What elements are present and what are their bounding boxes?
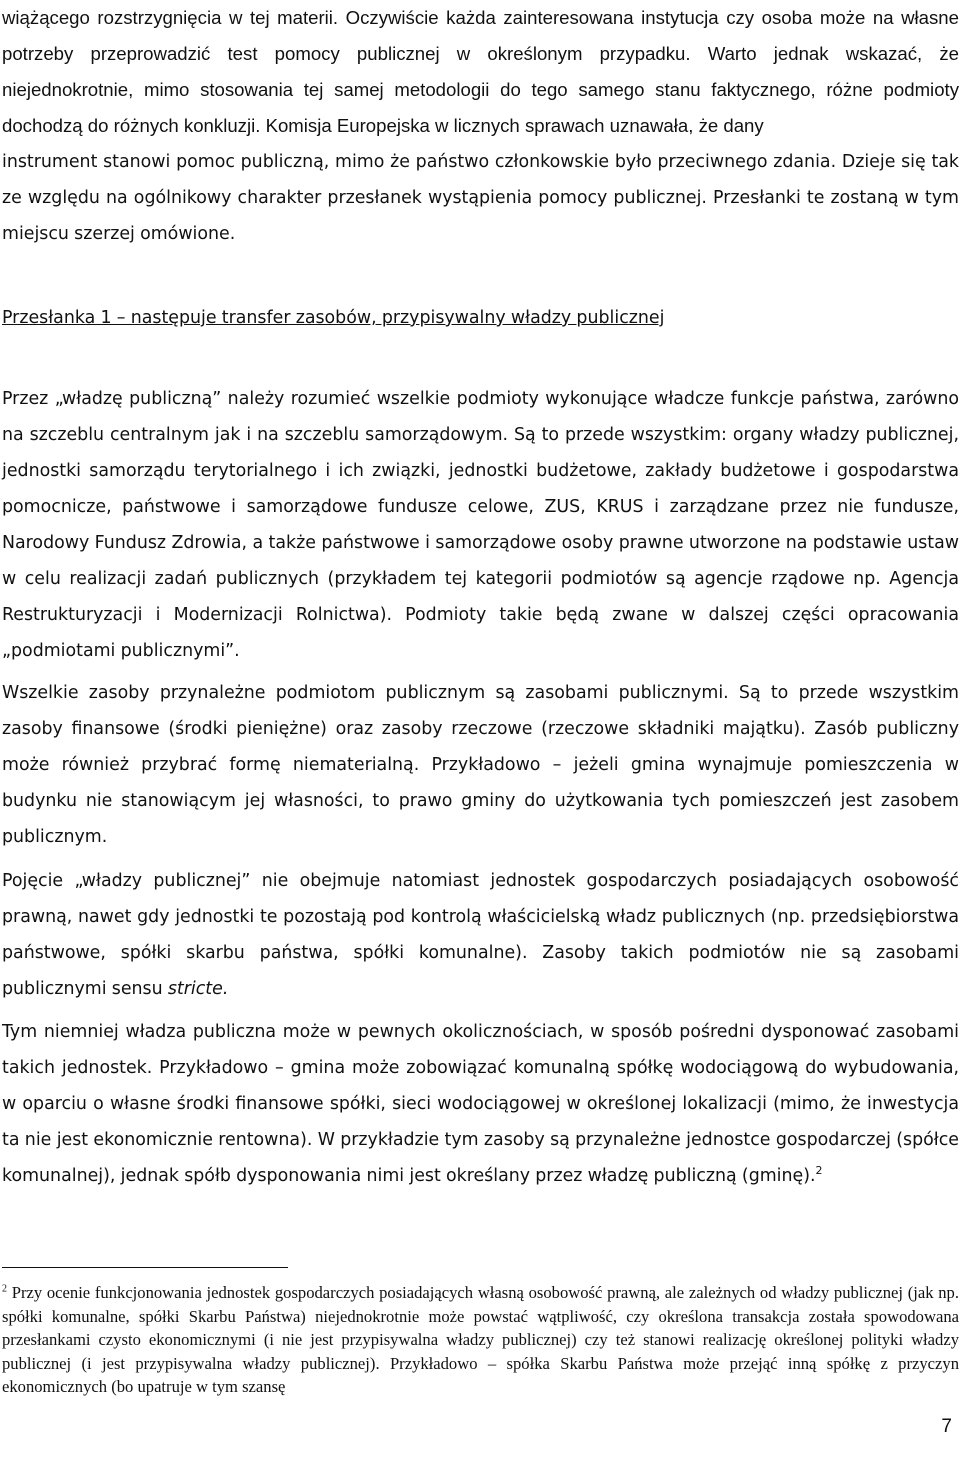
paragraph-public-authority: Przez „władzę publiczną” należy rozumieć wszelkie podmioty wykonujące władcze funkcje państwa, zarówno na szczeblu centralnym jak i na szczeblu samorządowym. Są to przede wszystkim: organy władzy publicznej, jednostki samorządu terytorialnego i ich związki, jednostki budżetowe, zakłady budżetowe i gospodarstwa pomocnicze, państwowe i samorządowe fundusze celowe, ZUS, KRUS i zarządzane przez nie fundusze, Narodowy Fundusz Zdrowia, a także państwowe i samorządowe osoby prawne utworzone na podstawie ustaw w celu realizacji zadań publicznych (przykładem tej kategorii podmiotów są agencje rządowe np. Agencja Restrukturyzacji i Modernizacji Rolnictwa). Podmioty takie będą zwane w dalszej części opracowania „podmiotami publicznymi”. bbox=[2, 389, 959, 661]
footnote-separator bbox=[2, 1267, 288, 1268]
footnote-text: Przy ocenie funkcjonowania jednostek gospodarczych posiadających własną osobowość prawną, ale zależnych od władzy publicznej (jak np. spółki komunalne, spółki Skarbu Państwa) niejednokrotnie może powstać wątpliwość, czy określona transakcja została spowodowana przesłankami czysto ekonomicznymi (i nie jest przypisywalna władzy publicznej) czy też stanowi realizację określonej polityki władzy publicznej (i jest przypisywalna władzy publicznej). Przykładowo – spółka Skarbu Państwa może przejąć inną spółkę z przyczyn ekonomicznych (bo upatruje w tym szansę bbox=[2, 1283, 959, 1396]
paragraph-public-resources: Wszelkie zasoby przynależne podmiotom publicznym są zasobami publicznymi. Są to przede wszystkim zasoby finansowe (środki pieniężne) oraz zasoby rzeczowe (rzeczowe składniki majątku). Zasób publiczny może również przybrać formę niematerialną. Przykładowo – jeżeli gmina wynajmuje pomieszczenia w budynku nie stanowiącym jej własności, to prawo gminy do użytkowania tych pomieszczeń jest zasobem publicznym. bbox=[2, 683, 959, 847]
footnote-number: 2 bbox=[2, 1283, 7, 1295]
paragraph-intro-part2: instrument stanowi pomoc publiczną, mimo że państwo członkowskie było przeciwnego zdania. Dzieje się tak ze względu na ogólnikowy charakter przesłanek wystąpienia pomocy publicznej. Przesłanki te zostaną w tym miejscu szerzej omówione. bbox=[2, 152, 959, 244]
paragraph-indirect-control-text: Tym niemniej władza publiczna może w pewnych okolicznościach, w sposób pośredni dysponować zasobami takich jednostek. Przykładowo – gmina może zobowiązać komunalną spółkę wodociągową do wybudowania, w oparciu o własne środki finansowe spółki, sieci wodociągowej w określonej lokalizacji (mimo, że inwestycja ta nie jest ekonomicznie rentowna). W przykładzie tym zasoby są przynależne jednostce gospodarczej (spółce komunalnej), jednak spółb dysponowania nimi jest określany przez władzę publiczną (gminę). bbox=[2, 1022, 959, 1186]
italic-term: stricte. bbox=[167, 979, 229, 999]
paragraph-economic-units-text: Pojęcie „władzy publicznej” nie obejmuje natomiast jednostek gospodarczych posiadających osobowość prawną, nawet gdy jednostki te pozostają pod kontrolą właścicielską władz publicznych (np. przedsiębiorstwa państwowe, spółki skarbu państwa, spółki komunalne). Zasoby takich podmiotów nie są zasobami publicznymi sensu bbox=[2, 871, 959, 999]
footnote bbox=[2, 1281, 959, 1399]
page-number: 7 bbox=[941, 1416, 952, 1437]
footnote-reference[interactable]: 2 bbox=[815, 1164, 823, 1178]
paragraph-economic-units bbox=[2, 863, 959, 1007]
paragraph-intro-part1: wiążącego rozstrzygnięcia w tej materii. Oczywiście każda zainteresowana instytucja czy osoba może na własne potrzeby przeprowadzić test pomocy publicznej w określonym przypadku. Warto jednak wskazać, że niejednokrotnie, mimo stosowania tej samej metodologii do tego samego stanu faktycznego, różne podmioty dochodzą do różnych konkluzji. Komisja Europejska w licznych sprawach uznawała, że dany bbox=[2, 7, 959, 136]
section-heading: Przesłanka 1 – następuje transfer zasobów, przypisywalny władzy publicznej bbox=[2, 308, 665, 328]
paragraph-indirect-control bbox=[2, 1014, 959, 1194]
